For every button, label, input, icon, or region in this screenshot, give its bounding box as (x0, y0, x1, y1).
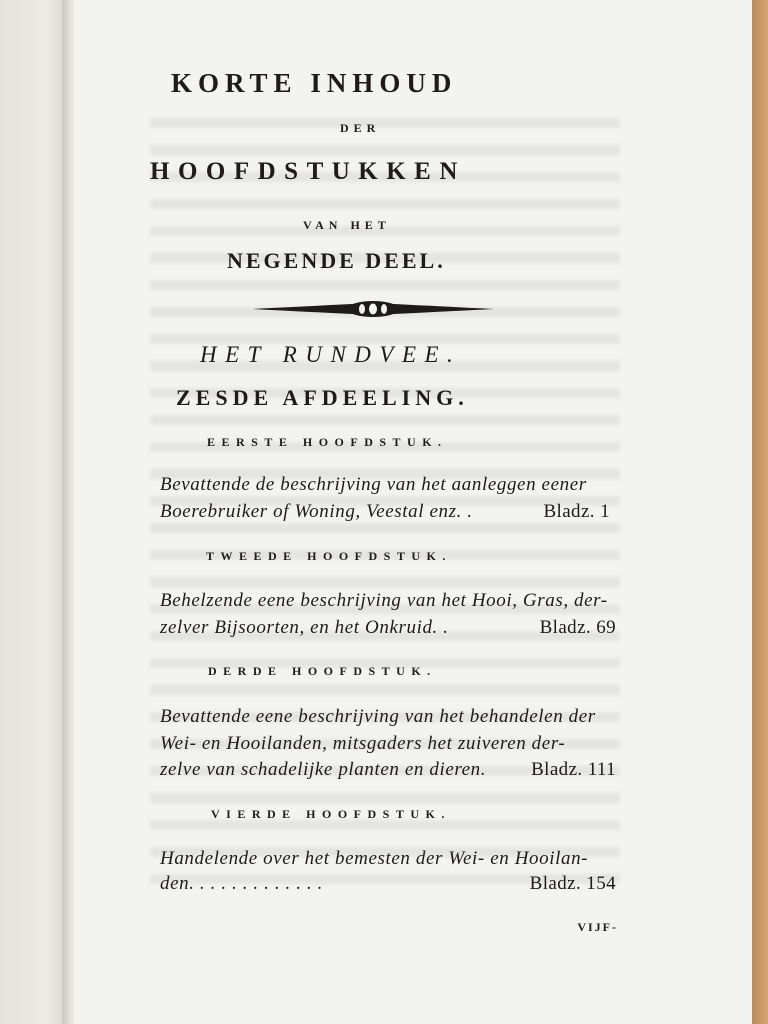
chapter-description-last: zelver Bijsoorten, en het Onkruid. . (160, 617, 449, 638)
page-reference: Bladz. 69 (539, 617, 616, 638)
section-title: HET RUNDVEE. (200, 342, 462, 367)
chapter-description: Behelzende eene beschrijving van het Hooi, Gras, der- (160, 590, 608, 611)
chapter-heading: VIERDE HOOFDSTUK. (211, 807, 451, 821)
division-title: ZESDE AFDEELING. (176, 385, 469, 410)
page-title: KORTE INHOUD (171, 68, 458, 98)
chapter-heading: DERDE HOOFDSTUK. (208, 664, 437, 678)
facing-page (0, 0, 66, 1024)
chapter-description: Handelende over het bemesten der Wei- en Hooilan- (160, 848, 589, 869)
page-edge (752, 0, 768, 1024)
page-reference: Bladz. 111 (531, 759, 616, 780)
chapter-heading: EERSTE HOOFDSTUK. (207, 435, 448, 449)
chapter-description-last: Boerebruiker of Woning, Veestal enz. . (160, 501, 473, 522)
chapter-description: Wei- en Hooilanden, mitsgaders het zuiveren der- (160, 733, 566, 754)
title-der: DER (340, 121, 381, 135)
volume-title: NEGENDE DEEL. (227, 248, 446, 273)
chapter-heading: TWEEDE HOOFDSTUK. (206, 549, 452, 563)
page-reference: Bladz. 1 (543, 501, 610, 522)
page-reference: Bladz. 154 (529, 873, 616, 894)
chapter-description-last: zelve van schadelijke planten en dieren. (160, 759, 487, 780)
chapter-description: Bevattende de beschrijving van het aanleggen eener (160, 474, 587, 495)
catchword: VIJF- (577, 920, 618, 934)
chapter-description-last: den. . . . . . . . . . . . . (160, 873, 323, 894)
chapter-description: Bevattende eene beschrijving van het behandelen der (160, 706, 596, 727)
ornament-rule (252, 298, 494, 320)
title-van-het: VAN HET (303, 218, 391, 232)
title-hoofdstukken: HOOFDSTUKKEN (150, 158, 466, 185)
